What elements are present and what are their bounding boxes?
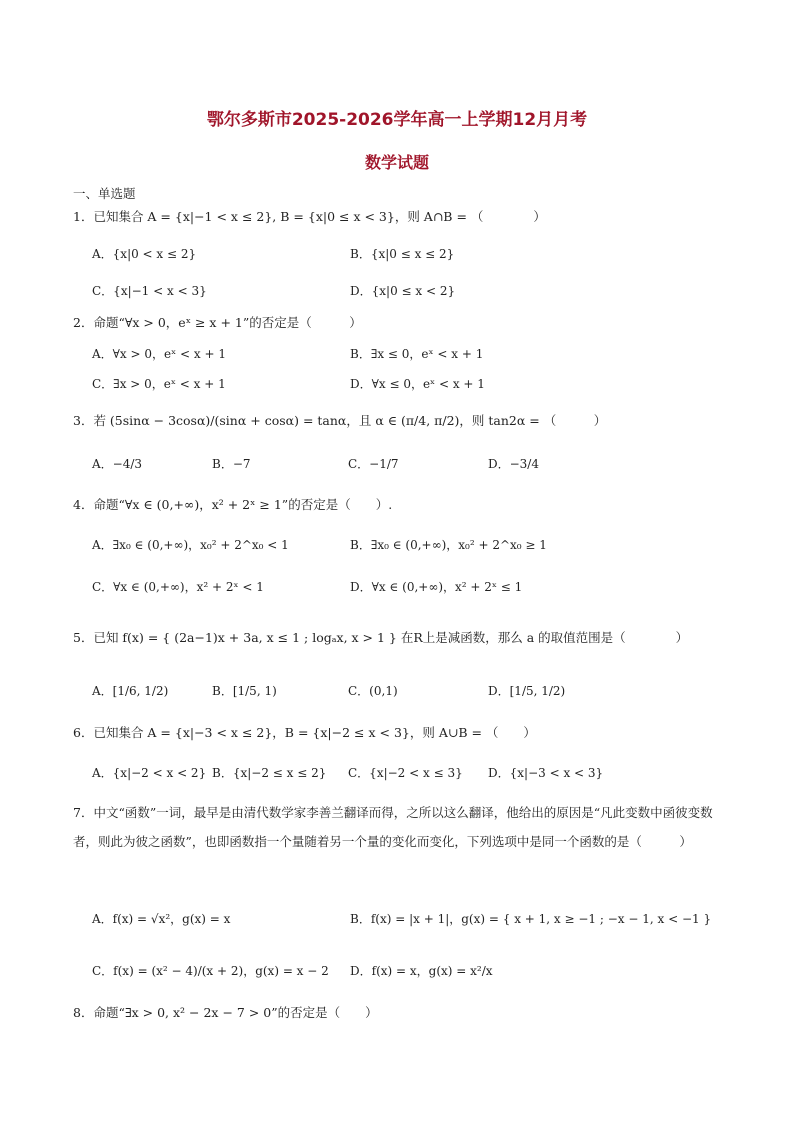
q1-option-a: A．{x|0 < x ≤ 2} [92,247,197,261]
q3-option-d: D．−3/4 [488,457,539,471]
q3-option-c: C．−1/7 [348,457,399,471]
q2-option-d: D．∀x ≤ 0，eˣ < x + 1 [350,377,485,391]
q1-option-d: D．{x|0 ≤ x < 2} [350,284,456,298]
section-heading: 一、单选题 [73,186,136,201]
q2-option-b: B．∃x ≤ 0，eˣ < x + 1 [350,347,484,361]
question-6: 6．已知集合 A = {x|−3 < x ≤ 2}，B = {x|−2 ≤ x < 3}，则 A∪B = （ ） [73,725,536,740]
question-5: 5．已知 f(x) = { (2a−1)x + 3a, x ≤ 1 ; logₐx, x > 1 } 在R上是减函数，那么 a 的取值范围是（ ） [73,630,689,645]
q2-option-c: C．∃x > 0，eˣ < x + 1 [92,377,226,391]
question-4: 4．命题“∀x ∈ (0,+∞)，x² + 2ˣ ≥ 1”的否定是（ ）. [73,497,393,512]
question-8: 8．命题“∃x > 0, x² − 2x − 7 > 0”的否定是（ ） [73,1005,378,1020]
q2-option-a: A．∀x > 0，eˣ < x + 1 [92,347,226,361]
q7-option-c: C．f(x) = (x² − 4)/(x + 2)，g(x) = x − 2 [92,964,329,978]
q7-option-b: B．f(x) = |x + 1|，g(x) = { x + 1, x ≥ −1 ; −x − 1, x < −1 } [350,912,712,926]
q5-option-c: C．(0,1) [348,684,398,698]
q5-option-b: B．[1/5, 1) [212,684,277,698]
page-subtitle: 数学试题 [364,153,429,172]
q1-option-c: C．{x|−1 < x < 3} [92,284,207,298]
q5-option-a: A．[1/6, 1/2) [92,684,169,698]
question-2: 2．命题“∀x > 0，eˣ ≥ x + 1”的否定是（ ） [73,315,362,330]
q6-option-b: B．{x|−2 ≤ x ≤ 2} [212,766,327,780]
q6-option-c: C．{x|−2 < x ≤ 3} [348,766,463,780]
question-7: 7．中文“函数”一词，最早是由清代数学家李善兰翻译而得，之所以这么翻译，他给出的原因是“凡此变数中函彼变数者，则此为彼之函数”，也即函数指一个量随着另一个量的变化而变化，下列选项中是同一个函数的是（ ） [73,805,713,849]
q5-option-d: D．[1/5, 1/2) [488,684,566,698]
q7-option-a: A．f(x) = √x²，g(x) = x [92,912,231,926]
question-1: 1．已知集合 A = {x|−1 < x ≤ 2}, B = {x|0 ≤ x < 3}，则 A∩B = （ ） [73,209,546,224]
q4-option-c: C．∀x ∈ (0,+∞)，x² + 2ˣ < 1 [92,580,264,594]
q6-option-a: A．{x|−2 < x < 2} [92,766,207,780]
page-title: 鄂尔多斯市2025-2026学年高一上学期12月月考 [206,110,588,130]
q6-option-d: D．{x|−3 < x < 3} [488,766,604,780]
q4-option-b: B．∃x₀ ∈ (0,+∞)，x₀² + 2^x₀ ≥ 1 [350,538,547,552]
q7-option-d: D．f(x) = x，g(x) = x²/x [350,964,493,978]
q4-option-a: A．∃x₀ ∈ (0,+∞)，x₀² + 2^x₀ < 1 [92,538,289,552]
q3-option-a: A．−4/3 [92,457,143,471]
q4-option-d: D．∀x ∈ (0,+∞)，x² + 2ˣ ≤ 1 [350,580,523,594]
question-3: 3．若 (5sinα − 3cosα)/(sinα + cosα) = tanα，且 α ∈ (π/4, π/2)，则 tan2α = （ ） [73,413,607,428]
q3-option-b: B．−7 [212,457,251,471]
q1-option-b: B．{x|0 ≤ x ≤ 2} [350,247,455,261]
